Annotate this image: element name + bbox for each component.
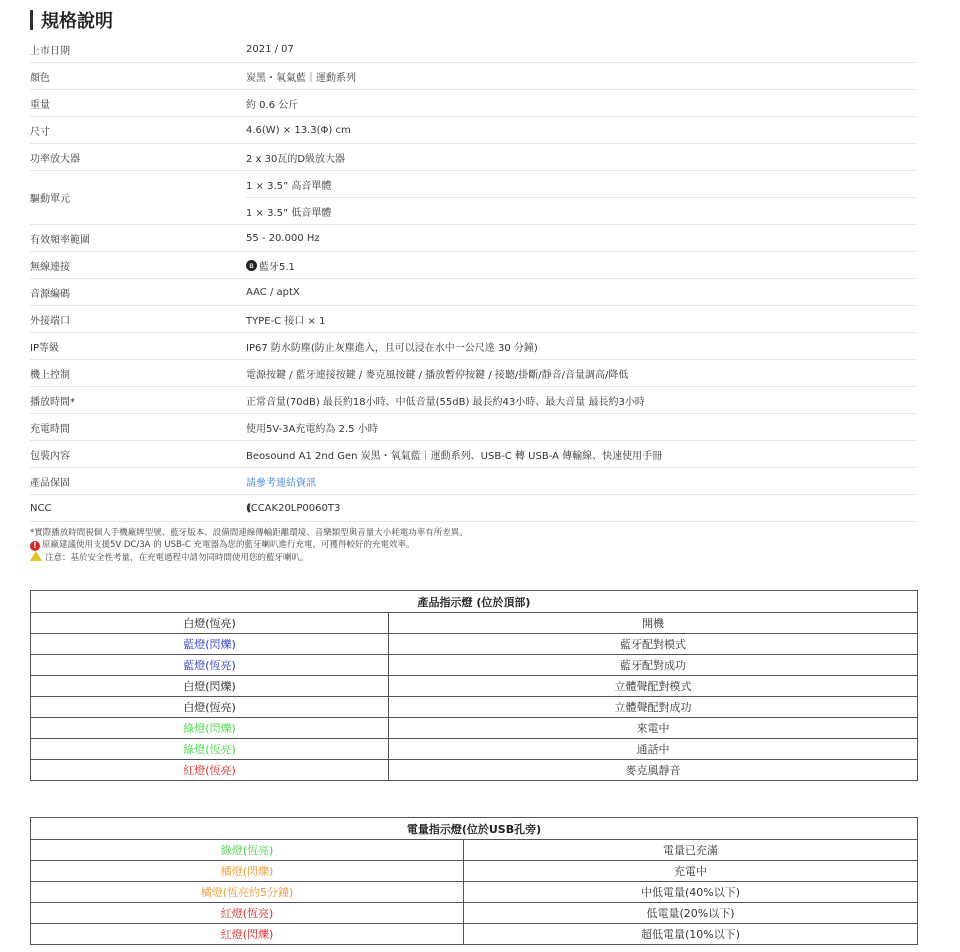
spec-row xyxy=(30,279,917,306)
spec-value-line xyxy=(246,198,917,224)
spec-value xyxy=(246,495,917,521)
battery-indicator-header: 電量指示燈(位於USB孔旁) xyxy=(31,818,918,840)
bluetooth-icon: ʙ xyxy=(246,260,257,271)
indicator-row xyxy=(31,903,918,924)
indicator-light: 綠燈(恆亮) xyxy=(31,739,389,760)
spec-row xyxy=(30,117,917,144)
product-indicator-table xyxy=(30,590,918,781)
spec-table xyxy=(30,36,917,522)
spec-label: 驅動單元 xyxy=(30,194,70,205)
spec-value-line xyxy=(246,414,917,440)
spec-row xyxy=(30,387,917,414)
indicator-light: 橘燈(恆亮約5分鐘) xyxy=(31,882,464,903)
spec-label: 充電時間 xyxy=(30,423,70,435)
spec-value-line xyxy=(246,387,917,413)
indicator-row xyxy=(31,882,918,903)
spec-label: 重量 xyxy=(30,99,50,111)
indicator-meaning: 通話中 xyxy=(389,739,918,760)
spec-value xyxy=(246,414,917,440)
spec-row xyxy=(30,495,917,522)
spec-value-line xyxy=(246,117,917,143)
spec-value xyxy=(246,441,917,467)
spec-value xyxy=(246,225,917,251)
page-title: 規格說明 xyxy=(41,11,113,32)
spec-value-text: CCAK20LP0060T3 xyxy=(250,502,341,514)
title-bar xyxy=(30,10,33,30)
spec-row xyxy=(30,171,917,225)
spec-value xyxy=(246,117,917,143)
indicator-meaning: 超低電量(10%以下) xyxy=(464,924,918,945)
indicator-light: 藍燈(恆亮) xyxy=(31,655,389,676)
spec-value xyxy=(246,279,917,305)
indicator-meaning: 來電中 xyxy=(389,718,918,739)
spec-value-text: 55 - 20.000 Hz xyxy=(246,232,320,244)
spec-value-line xyxy=(246,144,917,170)
indicator-row xyxy=(31,655,918,676)
indicator-light: 橘燈(閃爍) xyxy=(31,861,464,882)
spec-value xyxy=(246,306,917,332)
spec-value xyxy=(246,252,917,278)
spec-value-line xyxy=(246,225,917,251)
indicator-meaning: 低電量(20%以下) xyxy=(464,903,918,924)
indicator-row xyxy=(31,697,918,718)
spec-row xyxy=(30,306,917,333)
spec-row xyxy=(30,441,917,468)
spec-value-text: 2 x 30瓦的D級放大器 xyxy=(246,153,346,165)
notes xyxy=(30,527,468,564)
spec-label: 機上控制 xyxy=(30,369,70,381)
spec-value xyxy=(246,90,917,116)
spec-row xyxy=(30,63,917,90)
spec-row xyxy=(30,252,917,279)
indicator-row xyxy=(31,760,918,781)
spec-label: 播放時間* xyxy=(30,396,75,408)
spec-value xyxy=(246,360,917,386)
spec-value-line[interactable] xyxy=(246,468,917,494)
spec-row xyxy=(30,36,917,63)
battery-indicator-table xyxy=(30,817,918,945)
spec-value-text: IP67 防水防塵(防止灰塵進入，且可以浸在水中一公尺達 30 分鐘) xyxy=(246,342,538,354)
spec-label: NCC xyxy=(30,502,52,514)
spec-value xyxy=(246,171,917,224)
note-playtime: *實際播放時間視個人手機廠牌型號、藍牙版本、設備間連線傳輸距離環境、音樂類型與音量大小耗電功率有所差異。 xyxy=(30,528,468,538)
indicator-light: 白燈(恆亮) xyxy=(31,697,389,718)
indicator-row xyxy=(31,861,918,882)
note-charger xyxy=(30,539,468,551)
spec-row xyxy=(30,468,917,495)
spec-row xyxy=(30,225,917,252)
spec-value-text: 約 0.6 公斤 xyxy=(246,99,299,111)
spec-label: IP等級 xyxy=(30,342,59,354)
spec-value-text: 電源按鍵 / 藍牙連接按鍵 / 麥克風按鍵 / 播放暫停按鍵 / 接聽/掛斷/靜音/音量調高/降低 xyxy=(246,369,629,381)
indicator-row xyxy=(31,718,918,739)
indicator-light: 綠燈(閃爍) xyxy=(31,718,389,739)
spec-label: 有效頻率範圍 xyxy=(30,234,90,246)
spec-label: 上市日期 xyxy=(30,45,70,57)
spec-value-line xyxy=(246,36,917,62)
spec-label: 無線連接 xyxy=(30,261,70,273)
indicator-meaning: 電量已充滿 xyxy=(464,840,918,861)
spec-value-text: 使用5V-3A充電約為 2.5 小時 xyxy=(246,423,378,435)
indicator-meaning: 藍牙配對成功 xyxy=(389,655,918,676)
indicator-light: 白燈(恆亮) xyxy=(31,613,389,634)
spec-label: 尺寸 xyxy=(30,126,50,138)
indicator-light: 藍燈(閃爍) xyxy=(31,634,389,655)
indicator-meaning: 開機 xyxy=(389,613,918,634)
indicator-light: 紅燈(恆亮) xyxy=(31,903,464,924)
spec-row xyxy=(30,144,917,171)
spec-value-text: 炭黑・氧氣藍｜運動系列 xyxy=(246,72,356,84)
indicator-meaning: 麥克風靜音 xyxy=(389,760,918,781)
spec-row xyxy=(30,414,917,441)
note-safety xyxy=(30,551,468,564)
note-safety-text: 注意：基於安全性考量，在充電過程中請勿同時間使用您的藍牙喇叭。 xyxy=(45,553,309,563)
spec-value-text: 藍牙5.1 xyxy=(259,261,295,273)
spec-value-line xyxy=(246,360,917,386)
indicator-row xyxy=(31,613,918,634)
spec-value-line xyxy=(246,279,917,305)
spec-label: 產品保固 xyxy=(30,477,70,489)
spec-value-text: 1 × 3.5” 低音單體 xyxy=(246,207,332,219)
spec-value-line xyxy=(246,333,917,359)
indicator-meaning: 充電中 xyxy=(464,861,918,882)
indicator-row xyxy=(31,676,918,697)
indicator-meaning: 立體聲配對成功 xyxy=(389,697,918,718)
spec-label: 顏色 xyxy=(30,72,50,84)
spec-value-text: 2021 / 07 xyxy=(246,43,294,55)
alert-icon: ! xyxy=(30,541,40,551)
spec-value-line xyxy=(246,171,917,198)
spec-value-text: 4.6(W) × 13.3(Φ) cm xyxy=(246,124,351,136)
spec-row xyxy=(30,333,917,360)
spec-value-line xyxy=(246,252,917,278)
indicator-meaning: 藍牙配對模式 xyxy=(389,634,918,655)
spec-label: 音源編碼 xyxy=(30,288,70,300)
indicator-row xyxy=(31,634,918,655)
spec-value-line xyxy=(246,306,917,332)
spec-value-line xyxy=(246,90,917,116)
indicator-row xyxy=(31,840,918,861)
spec-row xyxy=(30,360,917,387)
spec-value-text: 1 × 3.5” 高音單體 xyxy=(246,180,332,192)
section-title xyxy=(30,8,113,32)
spec-value xyxy=(246,144,917,170)
spec-value xyxy=(246,36,917,62)
indicator-row xyxy=(31,924,918,945)
spec-value-text: AAC / aptX xyxy=(246,286,300,298)
spec-value xyxy=(246,468,917,494)
spec-value-line xyxy=(246,63,917,89)
indicator-light: 白燈(閃爍) xyxy=(31,676,389,697)
spec-value xyxy=(246,63,917,89)
spec-value-text: TYPE-C 接口 × 1 xyxy=(246,315,326,327)
spec-label: 功率放大器 xyxy=(30,153,80,165)
spec-value-text: Beosound A1 2nd Gen 炭黑・氧氣藍｜運動系列、USB-C 轉 USB-A 傳輸線、快速使用手冊 xyxy=(246,450,663,462)
indicator-meaning: 中低電量(40%以下) xyxy=(464,882,918,903)
note-charger-text: 原廠建議使用支援5V DC/3A 的 USB-C 充電器為您的藍牙喇叭進行充電，可獲得較好的充電效率。 xyxy=(42,540,415,550)
ncc-icon: ((( xyxy=(246,502,249,514)
warranty-link[interactable]: 請參考連結資訊 xyxy=(246,477,316,489)
indicator-light: 紅燈(恆亮) xyxy=(31,760,389,781)
spec-value xyxy=(246,333,917,359)
indicator-row xyxy=(31,739,918,760)
spec-label: 包裝內容 xyxy=(30,450,70,462)
spec-value-text: 正常音量(70dB) 最長約18小時、中低音量(55dB) 最長約43小時、最大音量 最長約3小時 xyxy=(246,396,645,408)
spec-value xyxy=(246,387,917,413)
spec-value-line xyxy=(246,495,917,521)
product-indicator-header: 產品指示燈 (位於頂部) xyxy=(31,591,918,613)
spec-value-line xyxy=(246,441,917,467)
spec-row xyxy=(30,90,917,117)
indicator-meaning: 立體聲配對模式 xyxy=(389,676,918,697)
warning-icon xyxy=(30,551,42,561)
indicator-light: 紅燈(閃爍) xyxy=(31,924,464,945)
indicator-light: 綠燈(恆亮) xyxy=(31,840,464,861)
spec-label: 外接端口 xyxy=(30,315,70,327)
